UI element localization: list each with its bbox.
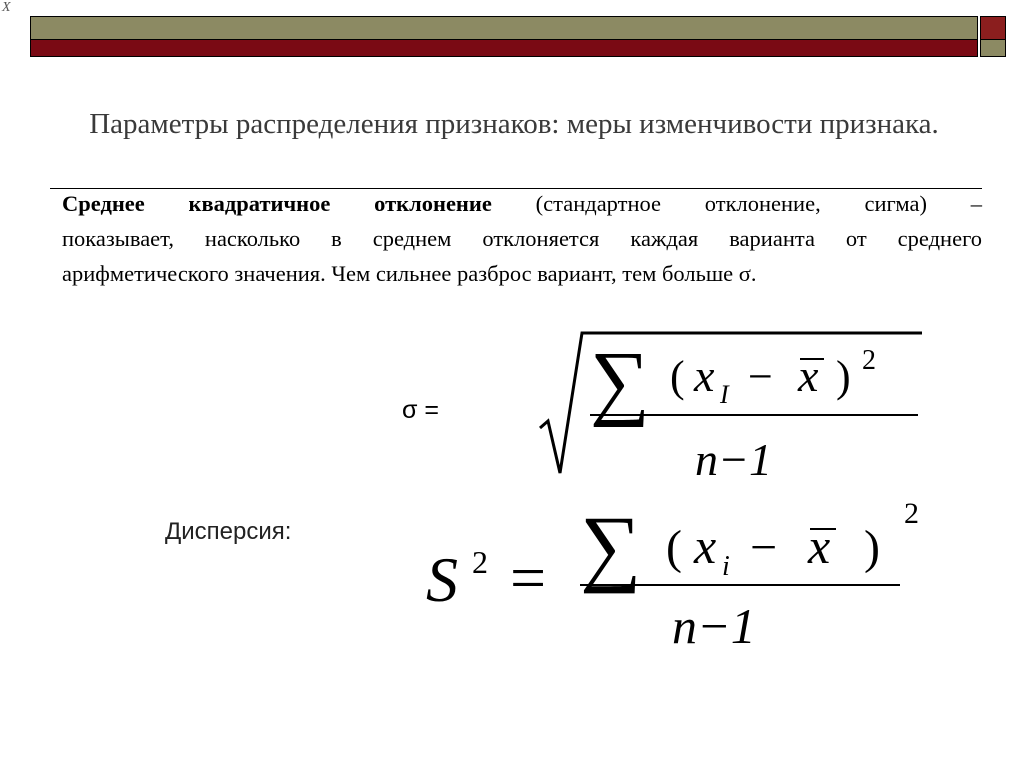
open-paren: (	[670, 352, 685, 401]
lhs-s: S	[426, 544, 458, 615]
header-square-top	[980, 16, 1006, 40]
power-2: 2	[862, 345, 876, 376]
header-bar-top	[30, 16, 978, 40]
denominator: n−1	[672, 598, 756, 654]
sum-symbol: ∑	[590, 335, 650, 428]
slide-title: Параметры распределения признаков: меры изменчивости признака.	[89, 108, 939, 140]
sigma-label: σ =	[402, 396, 439, 424]
definition-line-2: показывает, насколько в среднем отклоняется каждая варианта от среднего	[62, 226, 982, 251]
minus-sign: −	[748, 352, 773, 401]
close-paren: )	[836, 352, 851, 401]
lhs-power: 2	[472, 544, 488, 580]
dispersion-label: Дисперсия:	[165, 518, 292, 545]
denominator: n−1	[695, 434, 773, 485]
var-x: x	[694, 350, 715, 401]
sum-symbol: ∑	[580, 498, 642, 594]
definition-line-1	[62, 186, 982, 221]
term-std-deviation: Среднее квадратичное отклонение	[62, 191, 492, 216]
open-paren: (	[666, 521, 682, 574]
var-x: x	[694, 518, 717, 574]
definition-text	[62, 186, 982, 291]
term-explanation: (стандартное отклонение, сигма) –	[491, 191, 983, 216]
subscript-i: i	[722, 551, 730, 582]
header-square-bottom	[980, 40, 1006, 57]
std-deviation-formula	[530, 325, 930, 485]
subscript-i: I	[720, 380, 729, 409]
close-paren: )	[864, 521, 880, 574]
variance-formula	[420, 495, 940, 655]
mean-x: x	[798, 350, 819, 401]
power-2: 2	[904, 497, 919, 530]
mean-x: x	[808, 518, 831, 574]
minus-sign: −	[750, 521, 778, 574]
definition-line-3: арифметического значения. Чем сильнее разброс вариант, тем больше σ.	[62, 261, 757, 286]
equals-sign: =	[510, 542, 547, 613]
header-bar-bottom	[30, 40, 978, 57]
x-bar-mark: $\overline{X}$	[2, 0, 11, 15]
